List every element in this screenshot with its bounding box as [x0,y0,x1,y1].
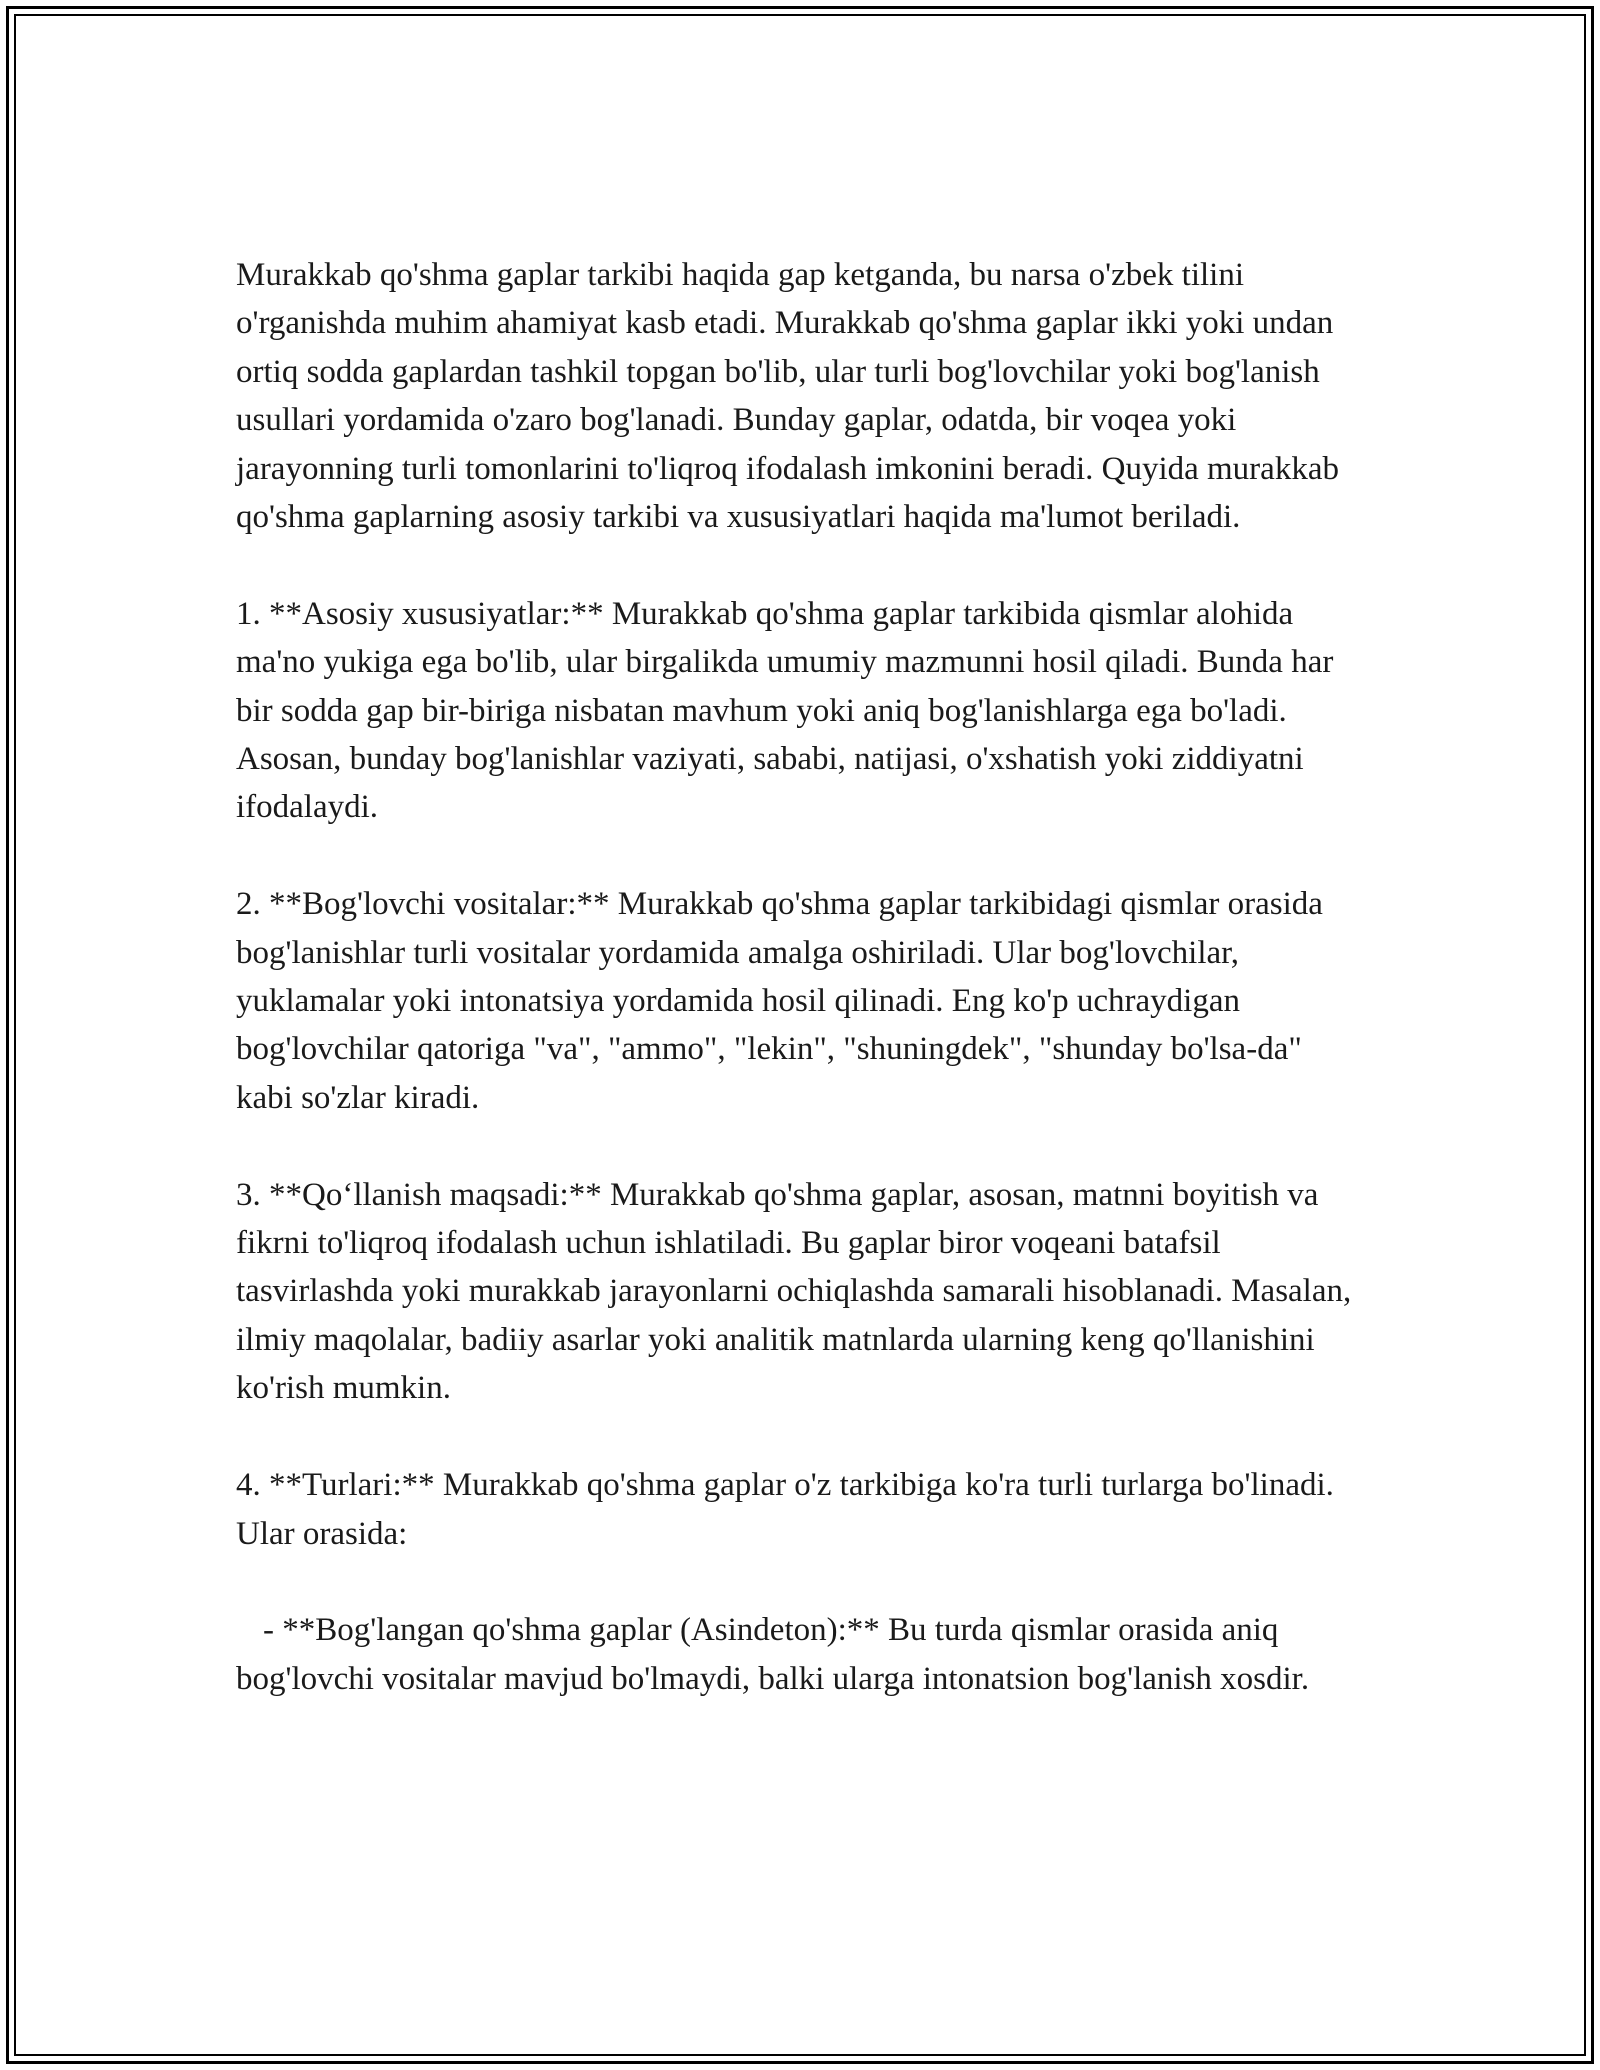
intro-paragraph: Murakkab qo'shma gaplar tarkibi haqida gap ketganda, bu narsa o'zbek tilini o'rganishda muhim ahamiyat kasb etadi. Murakkab qo'shma gaplar ikki yoki undan ortiq sodda gaplardan tashkil topgan bo'lib, ular turli bog'lovchilar yoki bog'lanish usullari yordamida o'zaro bog'lanadi. Bunday gaplar, odatda, bir voqea yoki jarayonning turli tomonlarini to'liqroq ifodalash imkonini beradi. Quyida murakkab qo'shma gaplarning asosiy tarkibi va xususiyatlari haqida ma'lumot beriladi. [236,257,1339,536]
section-4-paragraph: 4. **Turlari:** Murakkab qo'shma gaplar o'z tarkibiga ko'ra turli turlarga bo'linadi. Ular orasida: [236,1467,1334,1552]
document-body [236,251,1366,1752]
section-2-paragraph: 2. **Bog'lovchi vositalar:** Murakkab qo'shma gaplar tarkibidagi qismlar orasida bog'lanishlar turli vositalar yordamida amalga oshiriladi. Ular bog'lovchilar, yuklamalar yoki intonatsiya yordamida hosil qilinadi. Eng ko'p uchraydigan bog'lovchilar qatoriga "va", "ammo", "lekin", "shuningdek", "shunday bo'lsa-da" kabi so'zlar kiradi. [236,886,1323,1116]
section-1-paragraph: 1. **Asosiy xususiyatlar:** Murakkab qo'shma gaplar tarkibida qismlar alohida ma'no yukiga ega bo'lib, ular birgalikda umumiy mazmunni hosil qiladi. Bunda har bir sodda gap bir-biriga nisbatan mavhum yoki aniq bog'lanishlarga ega bo'ladi. Asosan, bunday bog'lanishlar vaziyati, sababi, natijasi, o'xshatish yoki ziddiyatni ifodalaydi. [236,595,1334,826]
bullet-item-asindeton: - **Bog'langan qo'shma gaplar (Asindeton):** Bu turda qismlar orasida aniq bog'lovchi vositalar mavjud bo'lmaydi, balki ularga intonatsion bog'lanish xosdir. [236,1612,1310,1697]
section-3-paragraph: 3. **Qo‘llanish maqsadi:** Murakkab qo'shma gaplar, asosan, matnni boyitish va fikrni to'liqroq ifodalash uchun ishlatiladi. Bu gaplar biror voqeani batafsil tasvirlashda yoki murakkab jarayonlarni ochiqlashda samarali hisoblanadi. Masalan, ilmiy maqolalar, badiiy asarlar yoki analitik matnlarda ularning keng qo'llanishini ko'rish mumkin. [236,1176,1352,1407]
